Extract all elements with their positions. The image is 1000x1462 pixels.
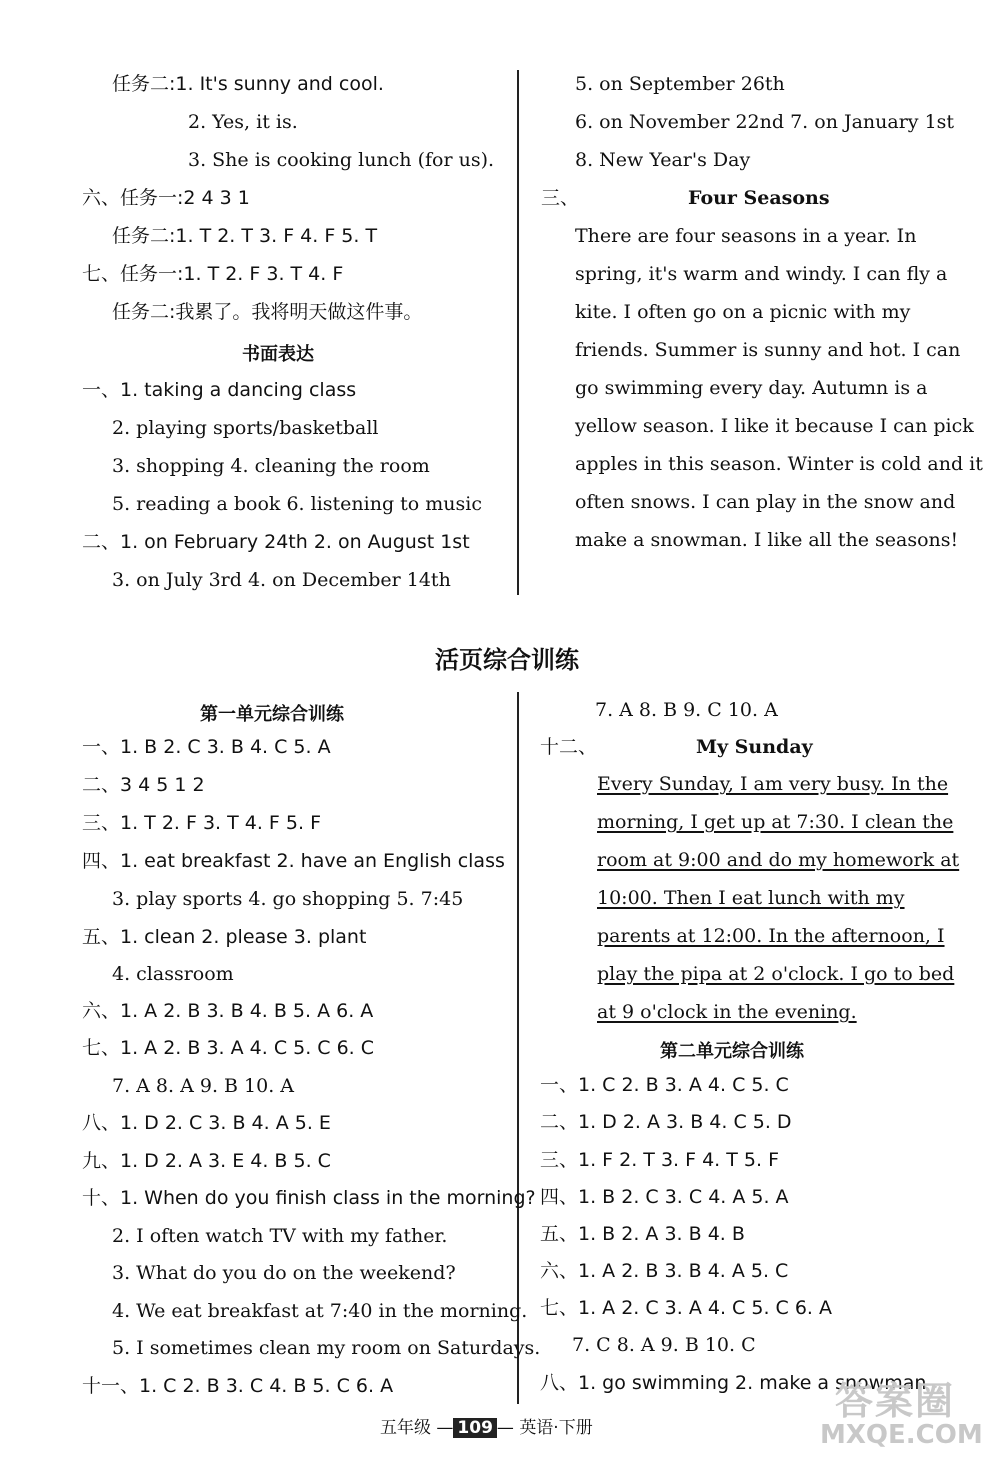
- essay-line: apples in this season. Winter is cold and it: [575, 453, 983, 475]
- footer-grade: 五年级: [380, 1418, 431, 1438]
- answer-line: 3. play sports 4. go shopping 5. 7:45: [112, 888, 464, 910]
- essay-line: spring, it's warm and windy. I can fly a: [575, 263, 948, 285]
- essay2-label: 十二、: [540, 736, 598, 758]
- essay-line: make a snowman. I like all the seasons!: [575, 529, 959, 551]
- essay1-body: [575, 217, 983, 559]
- answer-line: 三、1. T 2. F 3. T 4. F 5. F: [82, 812, 321, 834]
- essay-line: Every Sunday, I am very busy. In the: [597, 773, 949, 795]
- answer-line: 二、1. D 2. A 3. B 4. C 5. D: [540, 1111, 792, 1133]
- answer-line: 十、1. When do you finish class in the morning?: [82, 1187, 536, 1209]
- essay-line: friends. Summer is sunny and hot. I can: [575, 339, 961, 361]
- footer-subject: 英语·下册: [519, 1418, 593, 1438]
- page-footer: 五年级 — 109 — 英语·下册: [380, 1418, 593, 1438]
- answer-line: 七、1. A 2. B 3. A 4. C 5. C 6. C: [82, 1037, 375, 1059]
- answer-line: 六、1. A 2. B 3. B 4. B 5. A 6. A: [82, 1000, 374, 1022]
- answer-line: 九、1. D 2. A 3. E 4. B 5. C: [82, 1150, 331, 1172]
- answer-line: 2. Yes, it is.: [188, 111, 298, 133]
- right-answer-line: 7. A 8. B 9. C 10. A: [595, 699, 778, 721]
- essay1-label: 三、: [541, 187, 580, 209]
- column-divider-bottom: [517, 692, 519, 1404]
- essay-line: at 9 o'clock in the evening.: [597, 1001, 857, 1023]
- answer-line: 六、任务一:2 4 3 1: [82, 187, 250, 209]
- essay-line: go swimming every day. Autumn is a: [575, 377, 928, 399]
- answer-line: 3. shopping 4. cleaning the room: [112, 455, 430, 477]
- answer-line: 六、1. A 2. B 3. B 4. A 5. C: [540, 1260, 789, 1282]
- watermark-logo: 答案圈: [835, 1379, 956, 1423]
- essay-line: room at 9:00 and do my homework at: [597, 849, 960, 871]
- answer-line: 七、1. A 2. C 3. A 4. C 5. C 6. A: [540, 1297, 832, 1319]
- column-divider-top: [517, 70, 519, 595]
- answer-line: 3. on July 3rd 4. on December 14th: [112, 569, 451, 591]
- answer-line: 任务二:1. It's sunny and cool.: [112, 73, 384, 95]
- answer-line: 五、1. B 2. A 3. B 4. B: [540, 1223, 745, 1245]
- unit1-title: 第一单元综合训练: [200, 704, 344, 725]
- answer-line: 八、1. D 2. C 3. B 4. A 5. E: [82, 1112, 331, 1134]
- answer-line: 七、任务一:1. T 2. F 3. T 4. F: [82, 263, 344, 285]
- essay1-title: Four Seasons: [688, 187, 830, 209]
- answer-line: 任务二:1. T 2. T 3. F 4. F 5. T: [112, 225, 378, 247]
- answer-line: 3. She is cooking lunch (for us).: [188, 149, 495, 171]
- essay2-body: [597, 765, 959, 1031]
- unit2-title: 第二单元综合训练: [660, 1041, 804, 1062]
- answer-line: 二、3 4 5 1 2: [82, 774, 205, 796]
- essay-line: There are four seasons in a year. In: [575, 225, 917, 247]
- answer-line: 三、1. F 2. T 3. F 4. T 5. F: [540, 1149, 779, 1171]
- answer-line: 八、1. go swimming 2. make a snowman: [540, 1372, 927, 1394]
- answer-line: 4. classroom: [112, 963, 234, 985]
- answer-line: 8. New Year's Day: [575, 149, 751, 171]
- essay-line: kite. I often go on a picnic with my: [575, 301, 911, 323]
- answer-line: 一、1. C 2. B 3. A 4. C 5. C: [540, 1074, 789, 1096]
- answer-line: 四、1. eat breakfast 2. have an English class: [82, 850, 505, 872]
- answer-line: 一、1. B 2. C 3. B 4. C 5. A: [82, 736, 331, 758]
- essay-line: yellow season. I like it because I can pick: [575, 415, 974, 437]
- answer-line: 二、1. on February 24th 2. on August 1st: [82, 531, 470, 553]
- answer-line: 5. reading a book 6. listening to music: [112, 493, 482, 515]
- essay-line: often snows. I can play in the snow and: [575, 491, 956, 513]
- answer-line: 2. playing sports/basketball: [112, 417, 379, 439]
- answer-line: 十一、1. C 2. B 3. C 4. B 5. C 6. A: [82, 1375, 394, 1397]
- page-section-title: 活页综合训练: [435, 646, 579, 674]
- answer-line: 7. C 8. A 9. B 10. C: [572, 1334, 756, 1356]
- essay2-title: My Sunday: [696, 736, 813, 758]
- answer-line: 一、1. taking a dancing class: [82, 379, 357, 401]
- answer-line: 6. on November 22nd 7. on January 1st: [575, 111, 955, 133]
- answer-line: 5. I sometimes clean my room on Saturdays.: [112, 1337, 541, 1359]
- watermark-url: MXQE.COM: [820, 1420, 983, 1450]
- answer-line: 任务二:我累了。我将明天做这件事。: [112, 301, 423, 323]
- answer-line: 5. on September 26th: [575, 73, 785, 95]
- answer-line: 五、1. clean 2. please 3. plant: [82, 926, 367, 948]
- essay-line: 10:00. Then I eat lunch with my: [597, 887, 905, 909]
- page-number: 109: [453, 1418, 497, 1438]
- answer-line: 7. A 8. A 9. B 10. A: [112, 1075, 295, 1097]
- answer-line: 4. We eat breakfast at 7:40 in the morning.: [112, 1300, 528, 1322]
- answer-line: 2. I often watch TV with my father.: [112, 1225, 448, 1247]
- essay-line: parents at 12:00. In the afternoon, I: [597, 925, 945, 947]
- answer-line: 3. What do you do on the weekend?: [112, 1262, 456, 1284]
- essay-line: morning, I get up at 7:30. I clean the: [597, 811, 954, 833]
- essay-line: play the pipa at 2 o'clock. I go to bed: [597, 963, 955, 985]
- answer-line: 四、1. B 2. C 3. C 4. A 5. A: [540, 1186, 789, 1208]
- written-expression-title: 书面表达: [242, 344, 314, 365]
